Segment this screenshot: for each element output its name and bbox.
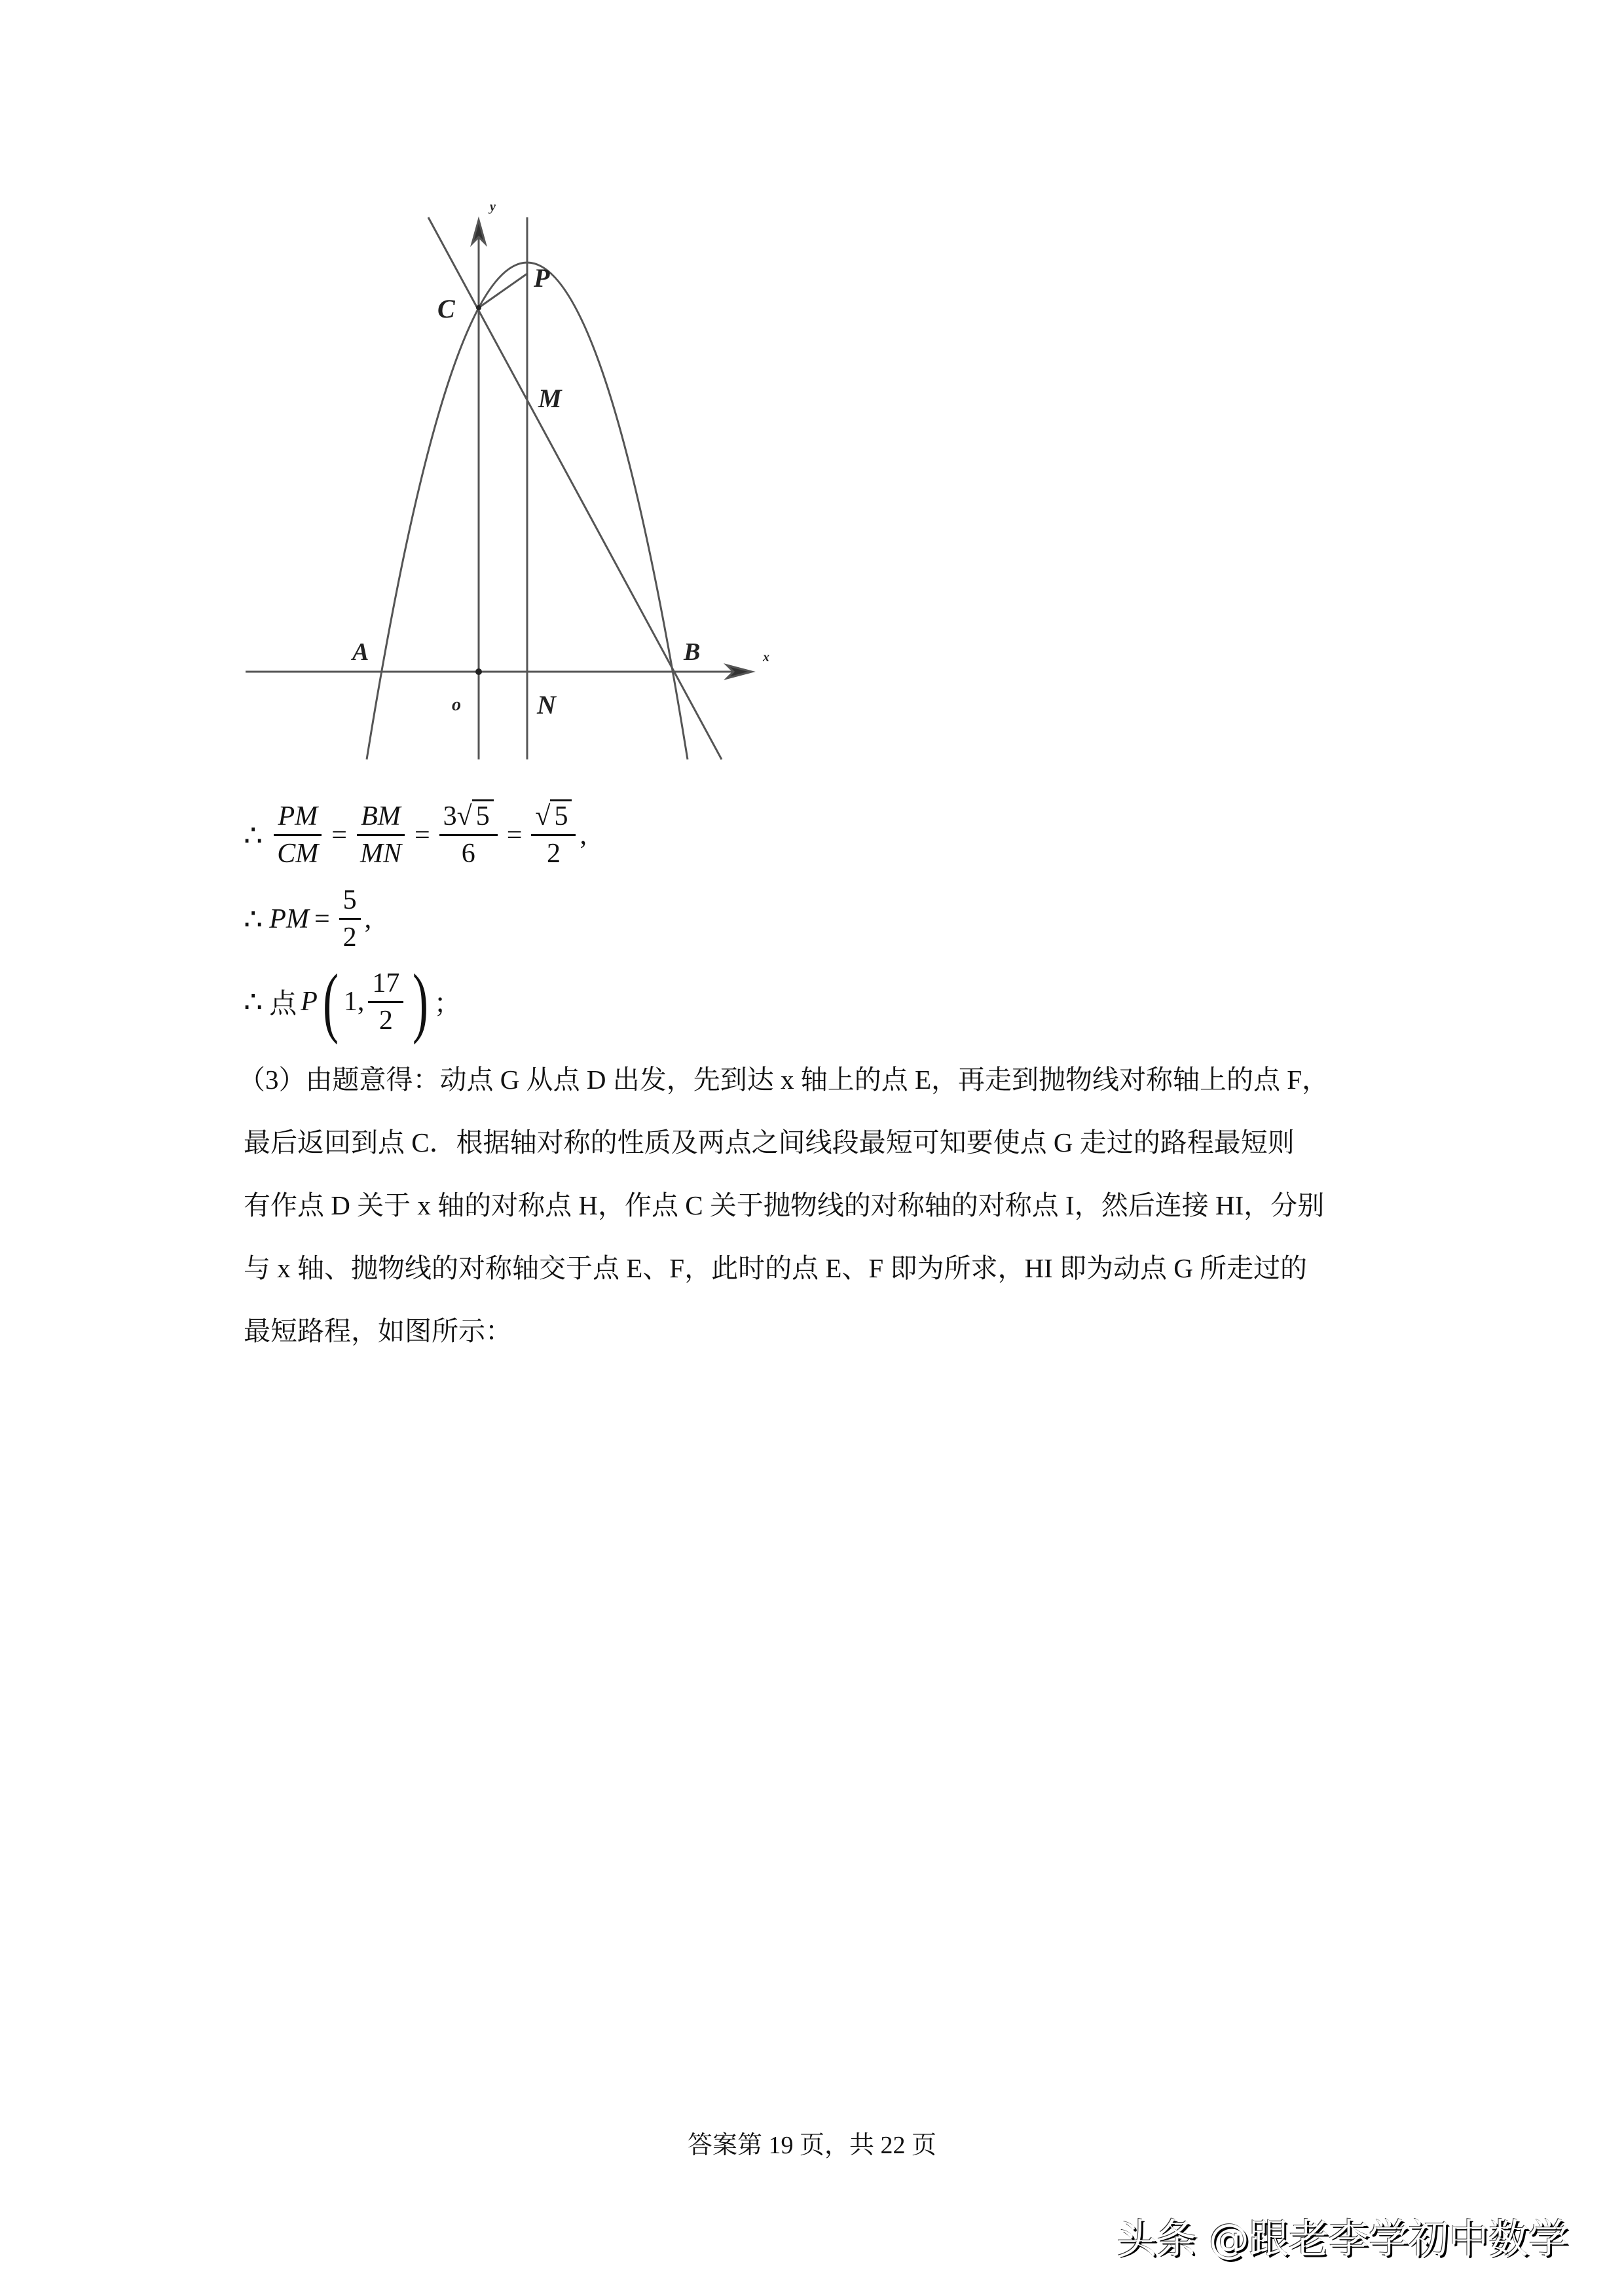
segment-cp [479, 274, 527, 308]
parabola-figure [0, 0, 1624, 799]
denominator: MN [360, 839, 401, 869]
left-paren: ( [322, 958, 339, 1045]
x-coord: 1, [343, 987, 365, 1017]
point-name: P [301, 987, 318, 1017]
label-n: N [537, 690, 556, 720]
fraction-pm-cm [273, 799, 322, 871]
therefore-symbol: ∴ [244, 985, 263, 1019]
solution-paragraph [238, 1048, 1329, 1362]
paragraph-line: （3）由题意得：动点 G 从点 D 出发，先到达 x 轴上的点 E，再走到抛物线对称轴上的点 F， [238, 1065, 1329, 1095]
radicand: 5 [550, 799, 572, 831]
numerator: PM [278, 801, 318, 831]
denominator: 2 [342, 922, 357, 953]
denominator: 2 [378, 1005, 393, 1036]
equals: = [314, 903, 330, 934]
paragraph-line: 有作点 D 关于 x 轴的对称点 H，作点 C 关于抛物线的对称轴的对称点 I，然后连接 HI，分别 [244, 1190, 1325, 1220]
therefore-symbol: ∴ [244, 902, 263, 936]
denominator: 2 [546, 839, 561, 869]
fraction-17-2 [368, 966, 403, 1038]
fraction-bm-mn [356, 799, 405, 871]
sqrt-sign: √ [456, 801, 472, 831]
fraction-sqrt5-2 [531, 799, 576, 871]
paragraph-line: 最后返回到点 C．根据轴对称的性质及两点之间线段最短可知要使点 G 走过的路程最短则 [244, 1127, 1295, 1157]
numerator: 5 [339, 883, 361, 920]
semicolon: ； [434, 989, 462, 1019]
equals: = [506, 820, 523, 850]
fraction-3sqrt5-6 [439, 799, 498, 871]
radicand: 5 [472, 799, 494, 831]
label-c: C [437, 294, 455, 323]
formula-point-p [244, 958, 462, 1045]
denominator: 6 [461, 839, 475, 869]
formula-ratio [244, 799, 587, 871]
label-p: P [534, 263, 550, 293]
origin-label: o [452, 695, 461, 715]
comma: , [364, 903, 372, 934]
x-axis-label: x [763, 650, 769, 665]
point-c [476, 305, 481, 310]
therefore-symbol: ∴ [244, 818, 263, 852]
right-paren: ) [413, 958, 429, 1045]
label-m: M [538, 384, 562, 413]
label-a: A [352, 638, 369, 666]
equals: = [414, 820, 430, 850]
formula-pm [244, 883, 371, 955]
origin-point [475, 668, 482, 675]
page-footer: 答案第 19 页，共 22 页 [687, 2132, 936, 2159]
numerator: 17 [368, 966, 403, 1003]
label-b: B [684, 638, 701, 666]
numerator: BM [361, 801, 401, 831]
equals: = [331, 820, 347, 850]
watermark: 头条 @跟老李学初中数学 [1116, 2215, 1568, 2263]
paragraph-line: 与 x 轴、抛物线的对称轴交于点 E、F，此时的点 E、F 即为所求，HI 即为动点 G 所走过的 [244, 1253, 1308, 1283]
lhs: PM [269, 903, 309, 934]
comma: , [580, 820, 587, 850]
y-axis-label: y [490, 200, 496, 214]
sqrt-sign: √ [535, 801, 551, 831]
point-word: 点 [269, 989, 297, 1019]
coefficient: 3 [443, 801, 457, 831]
line-cb [428, 217, 722, 759]
denominator: CM [277, 839, 319, 869]
paragraph-line: 最短路程，如图所示： [244, 1316, 512, 1346]
fraction-5-2 [339, 883, 361, 955]
